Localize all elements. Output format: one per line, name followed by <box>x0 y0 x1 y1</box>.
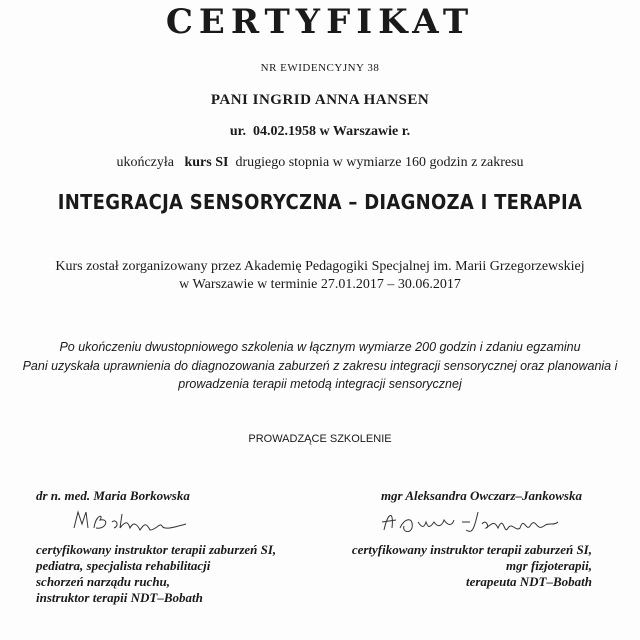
certificate-title: CERTYFIKAT <box>165 2 475 42</box>
course-type: kurs SI <box>184 155 229 170</box>
description-line: schorzeń narządu ruchu, <box>36 574 171 589</box>
organizer-line: w Warszawie w terminie 27.01.2017 – 30.06.2017 <box>179 277 461 292</box>
description-line: pediatra, specjalista rehabilitacji <box>36 558 211 573</box>
recipient-name: PANI INGRID ANNA HANSEN <box>210 92 430 108</box>
signatory-left <box>36 488 276 606</box>
signature-image <box>378 508 578 532</box>
organizer-text <box>0 258 640 294</box>
birth-prefix: ur. <box>229 124 247 139</box>
description-line: certyfikowany instruktor terapii zaburzeń SI, <box>351 542 592 557</box>
signatory-description <box>36 542 276 606</box>
birth-info <box>0 124 640 140</box>
qualification-line: Pani uzyskała uprawnienia do diagnozowania zaburzeń z zakresu integracji sensorycznej oraz planowania i <box>22 358 618 373</box>
description-line: instruktor terapii NDT–Bobath <box>36 590 203 605</box>
qualification-text <box>0 338 640 394</box>
qualification-line: prowadzenia terapii metodą integracji sensorycznej <box>178 377 462 391</box>
course-name: INTEGRACJA SENSORYCZNA – DIAGNOZA I TERAPIA <box>57 190 583 214</box>
completion-pre: ukończyła <box>116 155 174 170</box>
qualification-line: Po ukończeniu dwustopniowego szkolenia w łącznym wymiarze 200 godzin i zdaniu egzaminu <box>59 340 581 354</box>
description-line: mgr fizjoterapii, <box>506 558 592 573</box>
organizer-line: Kurs został zorganizowany przez Akademię Pedagogiki Specjalnej im. Marii Grzegorzewskiej <box>55 259 585 274</box>
birth-date-place: 04.02.1958 w Warszawie r. <box>253 124 411 139</box>
signature-image <box>70 508 210 532</box>
leaders-heading: PROWADZĄCE SZKOLENIE <box>248 433 392 445</box>
signatory-right <box>352 488 592 590</box>
description-line: certyfikowany instruktor terapii zaburzeń SI, <box>36 542 277 557</box>
completion-post: drugiego stopnia w wymiarze 160 godzin z zakresu <box>235 155 524 170</box>
description-line: terapeuta NDT–Bobath <box>465 574 592 589</box>
registry-number: NR EWIDENCYJNY 38 <box>260 62 380 74</box>
signatory-name: mgr Aleksandra Owczarz–Jankowska <box>380 488 582 503</box>
signatory-description <box>352 542 592 590</box>
signatory-name: dr n. med. Maria Borkowska <box>36 488 190 503</box>
completion-line <box>0 155 640 171</box>
